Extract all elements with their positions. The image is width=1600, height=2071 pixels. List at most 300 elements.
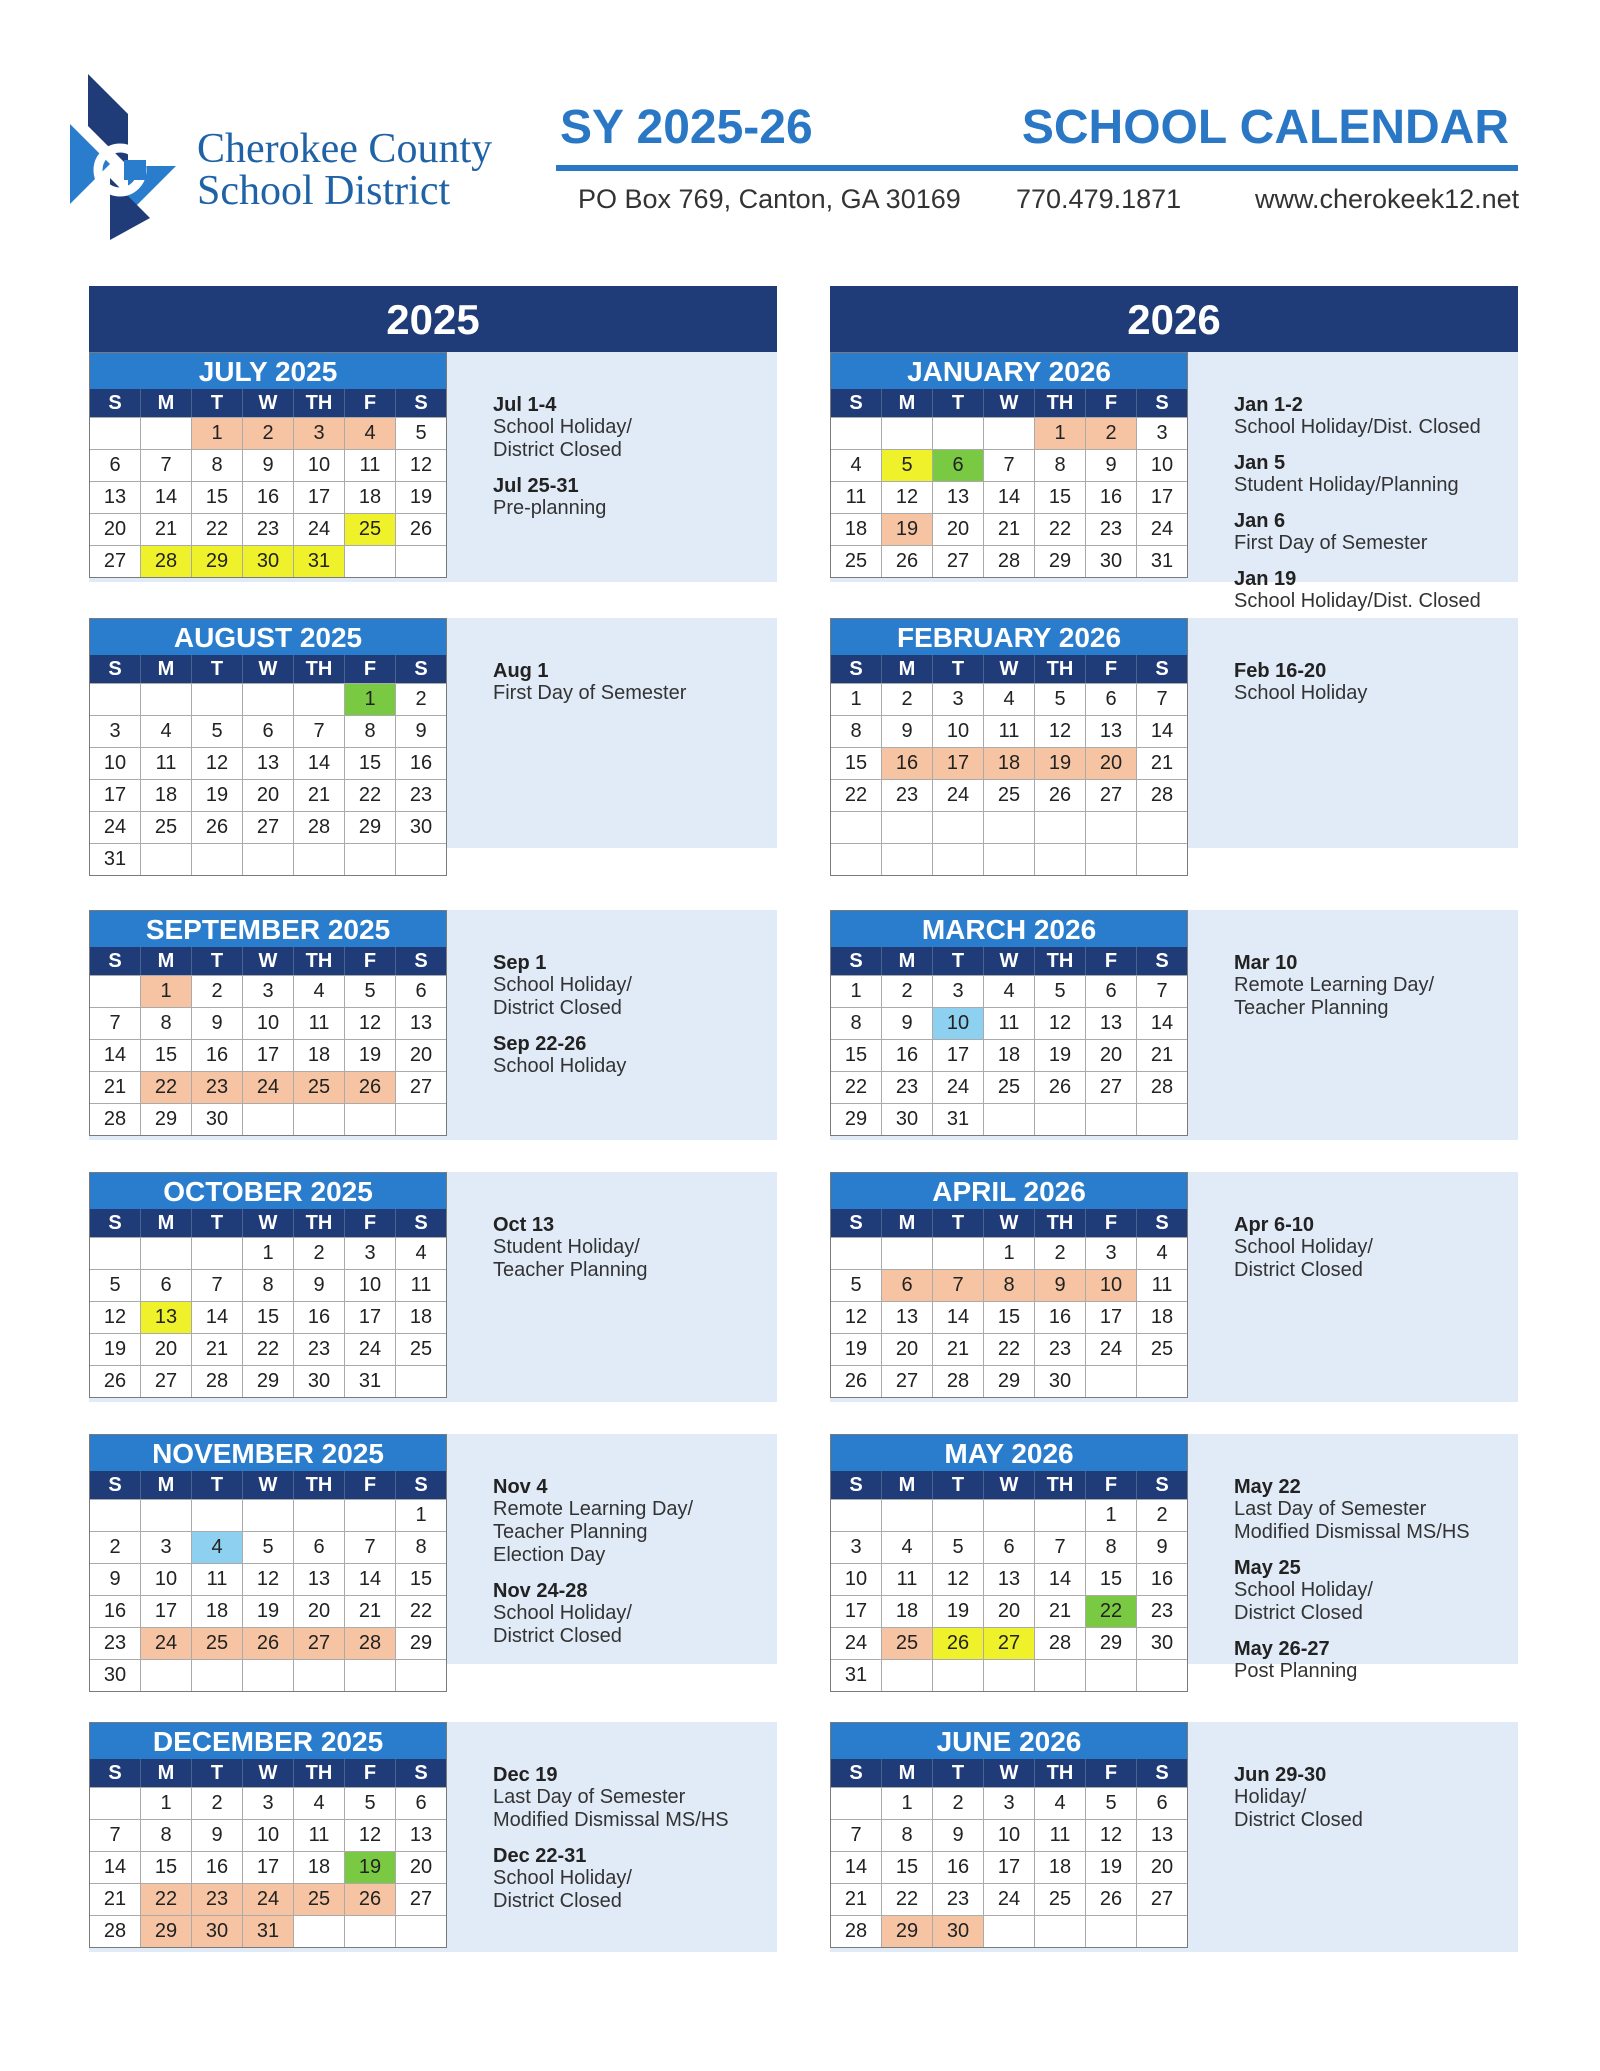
- day-cell: 24: [933, 1072, 984, 1103]
- day-cell: 22: [882, 1884, 933, 1915]
- day-cell: 15: [831, 748, 882, 779]
- day-cell: 19: [192, 780, 243, 811]
- day-cell: 29: [984, 1366, 1035, 1397]
- month-title: JUNE 2026: [831, 1723, 1187, 1759]
- empty-day-cell: [933, 1660, 984, 1691]
- week-row: [90, 481, 446, 513]
- empty-day-cell: [1086, 1660, 1137, 1691]
- event-date: Jan 19: [1234, 568, 1297, 590]
- event-note: [493, 475, 773, 520]
- day-cell: 30: [90, 1660, 141, 1691]
- day-cell: 26: [1086, 1884, 1137, 1915]
- day-cell: 28: [1150, 1076, 1174, 1098]
- day-cell: 18: [345, 482, 396, 513]
- day-cell: 10: [243, 1820, 294, 1851]
- day-cell: 30: [1086, 546, 1137, 577]
- week-row: [90, 417, 446, 449]
- weekday-label: S: [90, 655, 141, 683]
- day-cell: 5: [1086, 1788, 1137, 1819]
- weekday-label: S: [1155, 392, 1169, 414]
- day-cell: 6: [1086, 684, 1137, 715]
- month-panel: [830, 352, 1518, 612]
- district-name-line1: Cherokee County: [197, 126, 493, 172]
- day-cell: 18: [984, 1040, 1035, 1071]
- day-cell: 12: [243, 1564, 294, 1595]
- empty-day-cell: [345, 844, 396, 875]
- day-cell: 23: [1150, 1600, 1174, 1622]
- event-date: Sep 1: [493, 952, 547, 974]
- month-calendar: [89, 352, 447, 578]
- day-cell: 27: [882, 1366, 933, 1397]
- day-cell: 20: [141, 1334, 192, 1365]
- weekday-label: S: [831, 1759, 882, 1787]
- empty-day-cell: [882, 1238, 933, 1269]
- week-row: [831, 1659, 1187, 1691]
- year-block-2025: [89, 286, 777, 1942]
- day-cell: 27: [294, 1628, 345, 1659]
- day-cell: 12: [345, 1008, 396, 1039]
- event-description: Last Day of Semester: [1234, 1498, 1427, 1520]
- day-cell: 2: [243, 418, 294, 449]
- empty-day-cell: [1086, 1916, 1137, 1947]
- weekday-label: F: [345, 655, 396, 683]
- day-cell: 27: [409, 1076, 433, 1098]
- day-cell: 6: [243, 716, 294, 747]
- week-row: [831, 1301, 1187, 1333]
- week-row: [90, 1007, 446, 1039]
- day-cell: 28: [192, 1366, 243, 1397]
- weekday-label: T: [933, 1471, 984, 1499]
- week-row: [831, 1269, 1187, 1301]
- event-description: Holiday/: [1234, 1786, 1307, 1808]
- day-cell: 9: [933, 1820, 984, 1851]
- week-row: [831, 683, 1187, 715]
- day-cell: 20: [409, 1044, 433, 1066]
- day-cell: 23: [192, 1884, 243, 1915]
- day-cell: 5: [345, 976, 396, 1007]
- day-cell: 17: [933, 748, 984, 779]
- week-row: [90, 1269, 446, 1301]
- empty-day-cell: [345, 1104, 396, 1135]
- empty-day-cell: [1086, 844, 1137, 875]
- day-cell: 5: [192, 716, 243, 747]
- week-row: [831, 1039, 1187, 1071]
- empty-day-cell: [294, 1104, 345, 1135]
- day-cell: 18: [141, 780, 192, 811]
- event-description: Remote Learning Day/: [493, 1498, 694, 1520]
- day-cell: 12: [1035, 716, 1086, 747]
- weekday-label: M: [141, 947, 192, 975]
- day-cell: 9: [415, 720, 427, 742]
- day-cell: 4: [141, 716, 192, 747]
- day-cell: 8: [141, 1820, 192, 1851]
- week-row: [831, 481, 1187, 513]
- day-cell: 28: [1035, 1628, 1086, 1659]
- day-cell: 17: [1086, 1302, 1137, 1333]
- day-cell: 25: [984, 1072, 1035, 1103]
- day-cell: 11: [192, 1564, 243, 1595]
- day-cell: 15: [1086, 1564, 1137, 1595]
- weekday-label: T: [192, 1209, 243, 1237]
- day-cell: 10: [933, 1008, 984, 1039]
- day-cell: 15: [831, 1040, 882, 1071]
- event-note: [493, 1476, 773, 1567]
- event-description: School Holiday/: [493, 1602, 632, 1624]
- day-cell: 13: [409, 1824, 433, 1846]
- day-cell: 29: [141, 1104, 192, 1135]
- day-cell: 30: [1150, 1632, 1174, 1654]
- event-description: Teacher Planning: [1234, 997, 1389, 1019]
- week-row: [831, 545, 1187, 577]
- week-row: [90, 1627, 446, 1659]
- weekday-label: TH: [294, 947, 345, 975]
- day-cell: 6: [882, 1270, 933, 1301]
- empty-day-cell: [243, 844, 294, 875]
- day-cell: 26: [882, 546, 933, 577]
- day-cell: 10: [141, 1564, 192, 1595]
- day-cell: 20: [409, 1856, 433, 1878]
- weekday-label: F: [345, 947, 396, 975]
- weekday-header-row: [90, 1209, 446, 1237]
- day-cell: 18: [192, 1596, 243, 1627]
- empty-day-cell: [984, 1660, 1035, 1691]
- week-row: [90, 975, 446, 1007]
- day-cell: 13: [90, 482, 141, 513]
- month-panel: [89, 618, 777, 870]
- day-cell: 7: [141, 450, 192, 481]
- day-cell: 25: [1035, 1884, 1086, 1915]
- day-cell: 31: [243, 1916, 294, 1947]
- month-calendar: [830, 1434, 1188, 1692]
- weekday-label: S: [414, 1212, 428, 1234]
- day-cell: 16: [409, 752, 433, 774]
- day-cell: 23: [882, 780, 933, 811]
- day-cell: 1: [1035, 418, 1086, 449]
- event-description: District Closed: [493, 1625, 622, 1647]
- day-cell: 24: [243, 1072, 294, 1103]
- day-cell: 15: [345, 748, 396, 779]
- month-title: MAY 2026: [831, 1435, 1187, 1471]
- weekday-label: M: [882, 1759, 933, 1787]
- day-cell: 12: [90, 1302, 141, 1333]
- week-row: [831, 1531, 1187, 1563]
- week-row: [831, 1915, 1187, 1947]
- day-cell: 24: [141, 1628, 192, 1659]
- day-cell: 22: [243, 1334, 294, 1365]
- day-cell: 27: [243, 812, 294, 843]
- empty-day-cell: [933, 1238, 984, 1269]
- weekday-header-row: [90, 389, 446, 417]
- day-cell: 1: [1086, 1500, 1137, 1531]
- day-cell: 25: [294, 1072, 345, 1103]
- day-cell: 4: [1035, 1788, 1086, 1819]
- week-row: [831, 417, 1187, 449]
- day-cell: 19: [831, 1334, 882, 1365]
- day-cell: 30: [1035, 1366, 1086, 1397]
- empty-day-cell: [831, 844, 882, 875]
- week-row: [90, 683, 446, 715]
- day-cell: 17: [1150, 486, 1174, 508]
- day-cell: 3: [90, 716, 141, 747]
- day-cell: 22: [409, 1600, 433, 1622]
- day-cell: 11: [294, 1008, 345, 1039]
- day-cell: 4: [882, 1532, 933, 1563]
- empty-day-cell: [1137, 844, 1187, 875]
- event-description: Teacher Planning: [493, 1259, 648, 1281]
- day-cell: 27: [141, 1366, 192, 1397]
- day-cell: 13: [1086, 1008, 1137, 1039]
- week-row: [831, 779, 1187, 811]
- empty-day-cell: [294, 684, 345, 715]
- day-cell: 1: [831, 976, 882, 1007]
- day-cell: 11: [831, 482, 882, 513]
- weekday-label: TH: [294, 389, 345, 417]
- day-cell: 2: [415, 688, 427, 710]
- weekday-label: S: [414, 950, 428, 972]
- day-cell: 8: [243, 1270, 294, 1301]
- week-row: [90, 1237, 446, 1269]
- empty-day-cell: [1086, 812, 1137, 843]
- event-description: Post Planning: [1234, 1660, 1358, 1682]
- day-cell: 20: [1150, 1856, 1174, 1878]
- weekday-label: W: [984, 1759, 1035, 1787]
- week-row: [831, 1103, 1187, 1135]
- day-cell: 16: [90, 1596, 141, 1627]
- event-note: [493, 1214, 773, 1282]
- weekday-header-row: [90, 655, 446, 683]
- month-panel: [830, 910, 1518, 1140]
- event-note: [1234, 660, 1514, 705]
- weekday-label: F: [1086, 389, 1137, 417]
- weekday-label: F: [1086, 1759, 1137, 1787]
- day-cell: 16: [294, 1302, 345, 1333]
- day-cell: 1: [192, 418, 243, 449]
- month-panel: [830, 1722, 1518, 1952]
- empty-day-cell: [243, 1104, 294, 1135]
- empty-day-cell: [984, 844, 1035, 875]
- weekday-label: S: [831, 389, 882, 417]
- day-cell: 1: [141, 976, 192, 1007]
- day-cell: 13: [933, 482, 984, 513]
- day-cell: 12: [1086, 1820, 1137, 1851]
- week-row: [90, 1659, 446, 1691]
- day-cell: 26: [409, 518, 433, 540]
- day-cell: 27: [409, 1888, 433, 1910]
- empty-day-cell: [831, 1500, 882, 1531]
- event-date: Nov 24-28: [493, 1580, 588, 1602]
- week-row: [90, 1365, 446, 1397]
- weekday-label: TH: [294, 655, 345, 683]
- day-cell: 29: [192, 546, 243, 577]
- day-cell: 22: [345, 780, 396, 811]
- day-cell: 3: [933, 976, 984, 1007]
- month-title: JULY 2025: [90, 353, 446, 389]
- day-cell: 21: [192, 1334, 243, 1365]
- empty-day-cell: [192, 1500, 243, 1531]
- day-cell: 16: [1035, 1302, 1086, 1333]
- event-date: Apr 6-10: [1234, 1214, 1315, 1236]
- day-cell: 28: [933, 1366, 984, 1397]
- day-cell: 2: [1035, 1238, 1086, 1269]
- week-row: [831, 1333, 1187, 1365]
- weekday-label: TH: [1035, 389, 1086, 417]
- event-description: School Holiday: [493, 1055, 627, 1077]
- day-cell: 13: [141, 1302, 192, 1333]
- week-row: [90, 1039, 446, 1071]
- month-title: FEBRUARY 2026: [831, 619, 1187, 655]
- month-calendar: [830, 618, 1188, 876]
- month-panel: [89, 1434, 777, 1686]
- month-calendar: [830, 352, 1188, 578]
- day-cell: 8: [984, 1270, 1035, 1301]
- weekday-label: S: [414, 1762, 428, 1784]
- day-cell: 24: [345, 1334, 396, 1365]
- week-row: [90, 1071, 446, 1103]
- day-cell: 14: [933, 1302, 984, 1333]
- day-cell: 16: [882, 1040, 933, 1071]
- day-cell: 18: [294, 1040, 345, 1071]
- day-cell: 8: [1086, 1532, 1137, 1563]
- weekday-label: TH: [294, 1209, 345, 1237]
- empty-day-cell: [243, 1660, 294, 1691]
- day-cell: 24: [984, 1884, 1035, 1915]
- empty-day-cell: [1035, 812, 1086, 843]
- day-cell: 31: [90, 844, 141, 875]
- day-cell: 26: [243, 1628, 294, 1659]
- day-cell: 6: [90, 450, 141, 481]
- month-notes: [1234, 394, 1514, 626]
- event-note: [1234, 510, 1514, 555]
- month-notes: [1234, 952, 1514, 1033]
- day-cell: 28: [90, 1916, 141, 1947]
- day-cell: 14: [192, 1302, 243, 1333]
- day-cell: 10: [933, 716, 984, 747]
- day-cell: 5: [415, 422, 427, 444]
- phone: 770.479.1871: [1016, 184, 1182, 214]
- day-cell: 30: [933, 1916, 984, 1947]
- event-description: District Closed: [1234, 1809, 1363, 1831]
- day-cell: 18: [409, 1306, 433, 1328]
- week-row: [90, 747, 446, 779]
- empty-day-cell: [396, 1104, 446, 1135]
- day-cell: 21: [90, 1072, 141, 1103]
- week-row: [831, 1819, 1187, 1851]
- event-date: May 22: [1234, 1476, 1301, 1498]
- day-cell: 21: [90, 1884, 141, 1915]
- event-date: Mar 10: [1234, 952, 1298, 974]
- website-link[interactable]: www.cherokeek12.net: [1255, 184, 1520, 214]
- event-description: Election Day: [493, 1544, 606, 1566]
- empty-day-cell: [243, 684, 294, 715]
- empty-day-cell: [1137, 1104, 1187, 1135]
- day-cell: 25: [882, 1628, 933, 1659]
- empty-day-cell: [243, 1500, 294, 1531]
- empty-day-cell: [831, 1788, 882, 1819]
- empty-day-cell: [141, 1660, 192, 1691]
- day-cell: 8: [345, 716, 396, 747]
- day-cell: 20: [933, 514, 984, 545]
- empty-day-cell: [1035, 1916, 1086, 1947]
- address: PO Box 769, Canton, GA 30169: [578, 184, 961, 214]
- day-cell: 8: [192, 450, 243, 481]
- day-cell: 28: [831, 1916, 882, 1947]
- month-notes: [493, 1476, 773, 1661]
- day-cell: 5: [345, 1788, 396, 1819]
- event-description: Student Holiday/Planning: [1234, 474, 1459, 496]
- day-cell: 30: [409, 816, 433, 838]
- empty-day-cell: [882, 1660, 933, 1691]
- event-description: Remote Learning Day/: [1234, 974, 1435, 996]
- event-note: [493, 1845, 773, 1913]
- day-cell: 19: [882, 514, 933, 545]
- week-row: [90, 1787, 446, 1819]
- day-cell: 14: [141, 482, 192, 513]
- day-cell: 6: [1086, 976, 1137, 1007]
- day-cell: 14: [1150, 1012, 1174, 1034]
- day-cell: 27: [933, 546, 984, 577]
- weekday-label: M: [882, 1209, 933, 1237]
- day-cell: 20: [984, 1596, 1035, 1627]
- empty-day-cell: [933, 812, 984, 843]
- empty-day-cell: [831, 812, 882, 843]
- weekday-label: F: [1086, 1471, 1137, 1499]
- year-block-2026: [830, 286, 1518, 1942]
- day-cell: 15: [409, 1568, 433, 1590]
- event-date: Nov 4: [493, 1476, 548, 1498]
- day-cell: 4: [192, 1532, 243, 1563]
- empty-day-cell: [141, 844, 192, 875]
- day-cell: 29: [1086, 1628, 1137, 1659]
- weekday-label: W: [984, 1471, 1035, 1499]
- day-cell: 3: [345, 1238, 396, 1269]
- weekday-label: W: [984, 389, 1035, 417]
- day-cell: 23: [90, 1628, 141, 1659]
- day-cell: 29: [345, 812, 396, 843]
- weekday-label: S: [831, 1209, 882, 1237]
- month-panel: [89, 910, 777, 1140]
- event-description: School Holiday/: [1234, 1579, 1373, 1601]
- day-cell: 12: [192, 748, 243, 779]
- empty-day-cell: [1137, 1660, 1187, 1691]
- day-cell: 3: [294, 418, 345, 449]
- day-cell: 16: [192, 1040, 243, 1071]
- day-cell: 19: [409, 486, 433, 508]
- empty-day-cell: [345, 1916, 396, 1947]
- day-cell: 2: [90, 1532, 141, 1563]
- day-cell: 5: [90, 1270, 141, 1301]
- day-cell: 11: [410, 1274, 432, 1296]
- empty-day-cell: [831, 1238, 882, 1269]
- day-cell: 25: [294, 1884, 345, 1915]
- weekday-label: S: [1155, 1212, 1169, 1234]
- weekday-label: M: [141, 1759, 192, 1787]
- event-date: Jul 1-4: [493, 394, 557, 416]
- day-cell: 23: [409, 784, 433, 806]
- day-cell: 30: [192, 1916, 243, 1947]
- day-cell: 25: [192, 1628, 243, 1659]
- month-calendar: [89, 910, 447, 1136]
- empty-day-cell: [1086, 1366, 1137, 1397]
- event-note: [1234, 568, 1514, 613]
- day-cell: 16: [243, 482, 294, 513]
- day-cell: 21: [933, 1334, 984, 1365]
- event-description: District Closed: [493, 439, 622, 461]
- event-date: Jun 29-30: [1234, 1764, 1327, 1786]
- day-cell: 17: [984, 1852, 1035, 1883]
- empty-day-cell: [882, 812, 933, 843]
- day-cell: 2: [294, 1238, 345, 1269]
- week-row: [90, 1103, 446, 1135]
